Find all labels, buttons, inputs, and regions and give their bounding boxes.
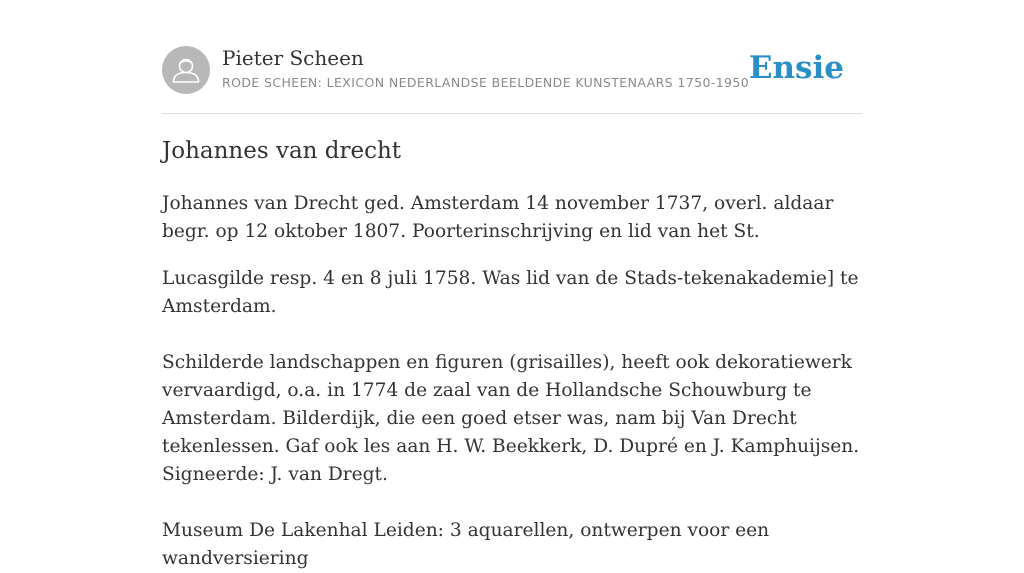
article-header xyxy=(162,46,862,114)
user-icon xyxy=(162,46,210,94)
brand-logo[interactable]: Ensie xyxy=(748,50,844,86)
author-name[interactable]: Pieter Scheen xyxy=(222,46,364,70)
paragraph: Museum De Lakenhal Leiden: 3 aquarellen, ontwerpen voor een wandversiering xyxy=(162,520,770,569)
article-body xyxy=(162,190,862,573)
page-title: Johannes van drecht xyxy=(162,138,402,164)
avatar[interactable] xyxy=(162,46,210,94)
paragraph: Schilderde landschappen en figuren (grisailles), heeft ook dekoratiewerk vervaardigd, o.a. in 1774 de zaal van de Hollandsche Schouwburg te Amsterdam. Bilderdijk, die een goed etser was, nam bij Van Drecht tekenlessen. Gaf ook les aan H. W. Beekkerk, D. Dupré en J. Kamphuijsen. Signeerde: J. van Dregt. xyxy=(162,352,860,485)
paragraph: Lucasgilde resp. 4 en 8 juli 1758. Was lid van de Stads-tekenakademie] te Amsterdam. xyxy=(162,268,859,317)
source-title[interactable]: RODE SCHEEN: LEXICON NEDERLANDSE BEELDENDE KUNSTENAARS 1750-1950 xyxy=(222,75,750,90)
paragraph: Johannes van Drecht ged. Amsterdam 14 november 1737, overl. aldaar begr. op 12 oktober 1807. Poorterinschrijving en lid van het St. xyxy=(162,193,834,242)
